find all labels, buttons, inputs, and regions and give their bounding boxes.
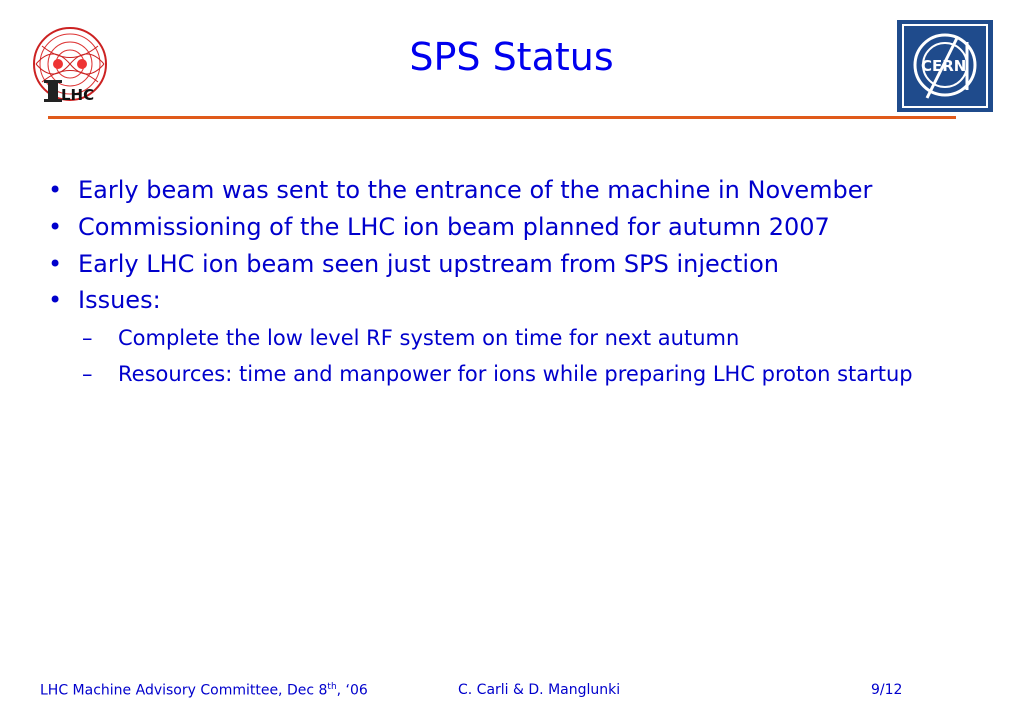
slide-title: SPS Status (409, 35, 614, 79)
cern-logo-text: CERN (921, 57, 967, 75)
footer-authors: C. Carli & D. Manglunki (458, 682, 621, 698)
bullet-text: Early LHC ion beam seen just upstream from SPS injection (78, 249, 779, 278)
sub-bullet-text: Resources: time and manpower for ions while preparing LHC proton startup (118, 361, 913, 386)
sub-bullet-text: Complete the low level RF system on time for next autumn (118, 326, 740, 351)
cern-logo (897, 20, 993, 112)
bullet-dot-icon: • (48, 176, 63, 204)
bullet-item (46, 213, 976, 242)
footer-event (40, 682, 368, 699)
bullet-item (46, 286, 976, 315)
slide-content (46, 176, 976, 394)
bullet-item (46, 250, 976, 279)
footer-event-text: LHC Machine Advisory Committee, Dec 8 (40, 682, 328, 699)
dash-icon: – (82, 326, 93, 351)
title-divider (48, 116, 956, 119)
bullet-text: Issues: (78, 286, 161, 315)
bullet-text: Early beam was sent to the entrance of the machine in November (78, 176, 873, 204)
bullet-dot-icon: • (48, 249, 63, 278)
sub-bullet-item (46, 359, 976, 391)
ilhc-logo-text: LHC (61, 86, 95, 104)
bullet-text: Commissioning of the LHC ion beam planned for autumn 2007 (78, 212, 830, 241)
bullet-item (46, 176, 976, 205)
sub-bullet-item (46, 323, 976, 355)
page-number: 9/12 (871, 682, 903, 698)
bullet-dot-icon: • (48, 212, 63, 241)
footer-event-sup: th (327, 682, 337, 692)
bullet-dot-icon: • (48, 286, 63, 315)
footer-event-year: , ‘06 (336, 682, 368, 699)
dash-icon: – (82, 361, 93, 386)
